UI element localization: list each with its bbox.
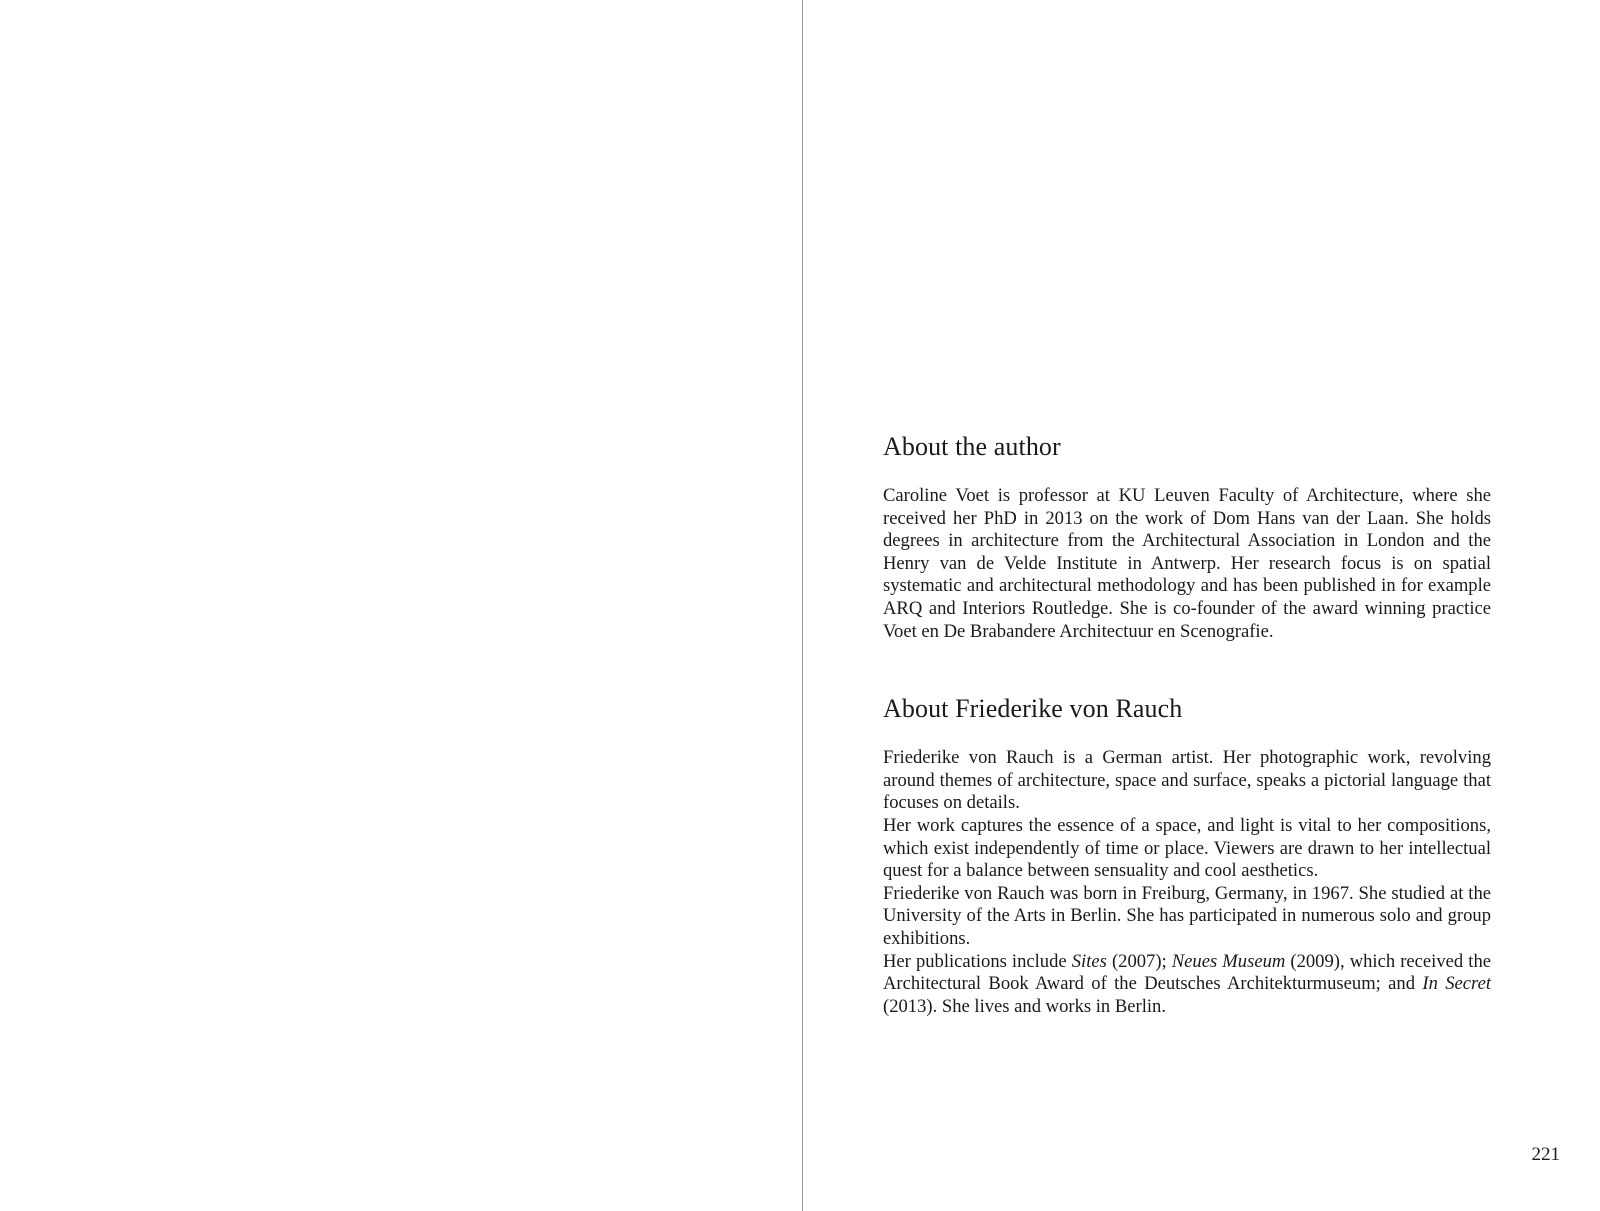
photographer-paragraph-1: Friederike von Rauch is a German artist. Her photographic work, revolving around themes of architecture, space and surface, speaks a pictorial language that focuses on details. — [883, 747, 1491, 814]
about-photographer-section — [883, 692, 1491, 1018]
photographer-paragraph-4 — [883, 951, 1491, 1019]
publications-text-3: (2009), which received the Architectural Book Award of the Deutsches Architekturmuseum; and — [883, 950, 1491, 995]
publications-text-2: (2007); — [1106, 950, 1172, 972]
about-author-paragraph: Caroline Voet is professor at KU Leuven Faculty of Architecture, where she received her PhD in 2013 on the work of Dom Hans van der Laan. She holds degrees in architecture from the Architectural Association in London and the Henry van de Velde Institute in Antwerp. Her research focus is on spatial systematic and architectural methodology and has been published in for example ARQ and Interiors Routledge. She is co-founder of the award winning practice Voet en De Brabandere Architectuur en Scenografie. — [883, 485, 1491, 642]
text-block — [883, 430, 1491, 1018]
publication-title-sites: Sites — [1071, 950, 1107, 972]
publication-title-neues-museum: Neues Museum — [1171, 950, 1286, 972]
publications-text-1: Her publications include — [883, 950, 1072, 972]
publication-title-in-secret: In Secret — [1422, 973, 1491, 995]
about-author-section — [883, 430, 1491, 643]
about-photographer-heading: About Friederike von Rauch — [883, 694, 1183, 724]
photographer-paragraph-2: Her work captures the essence of a space, and light is vital to her compositions, which exist independently of time or place. Viewers are drawn to her intellectual quest for a balance between sensuality and cool aesthetics. — [883, 814, 1491, 882]
about-author-heading: About the author — [883, 432, 1061, 461]
publications-text-4: (2013). She lives and works in Berlin. — [883, 995, 1167, 1017]
photographer-paragraph-3: Friederike von Rauch was born in Freiburg, Germany, in 1967. She studied at the University of the Arts in Berlin. She has participated in numerous solo and group exhibitions. — [883, 882, 1491, 949]
page-number: 221 — [1531, 1144, 1560, 1165]
